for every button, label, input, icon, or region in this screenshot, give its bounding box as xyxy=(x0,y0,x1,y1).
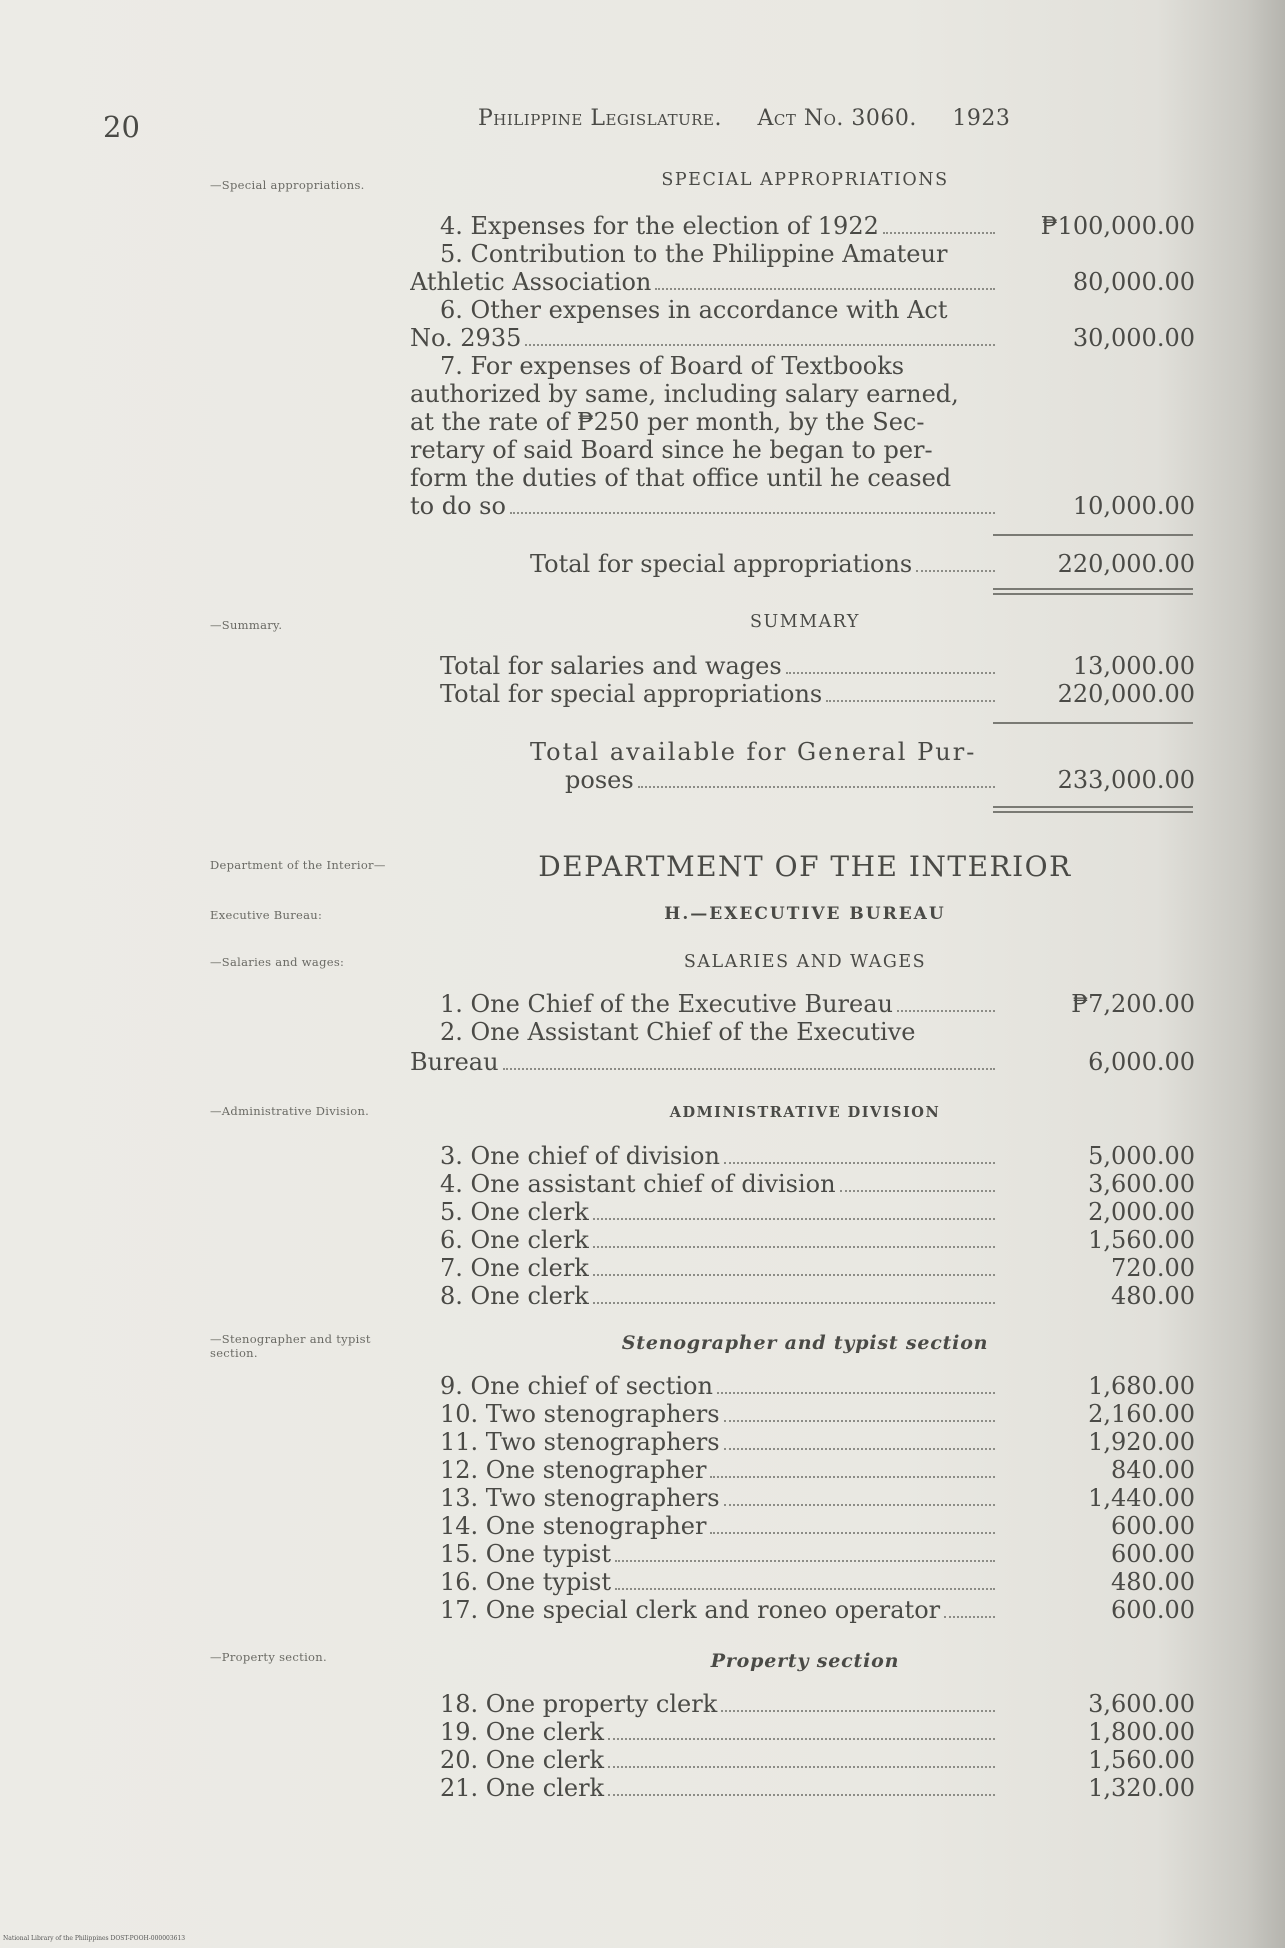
admin-row-5: 5. One clerk 2,000.00 xyxy=(440,1198,1195,1226)
rule-summary xyxy=(993,722,1193,724)
steno-row-16: 16. One typist 480.00 xyxy=(440,1568,1195,1596)
margin-note-bureau: Executive Bureau: xyxy=(210,908,323,922)
special-item-7-line3: at the rate of ₱250 per month, by the Sec- xyxy=(410,408,925,436)
bureau-row-2-line1: 2. One Assistant Chief of the Executive xyxy=(440,1018,916,1046)
summary-heading: SUMMARY xyxy=(750,612,860,632)
special-item-7: to do so 10,000.00 xyxy=(410,492,1195,520)
admin-row-8: 8. One clerk 480.00 xyxy=(440,1282,1195,1310)
special-item-7-line5: form the duties of that office until he ceased xyxy=(410,464,952,492)
special-item-5: Athletic Association 80,000.00 xyxy=(410,268,1195,296)
running-head xyxy=(478,106,1038,131)
special-appropriations-heading: SPECIAL APPROPRIATIONS xyxy=(661,170,949,190)
department-heading: DEPARTMENT OF THE INTERIOR xyxy=(538,850,1072,883)
admin-row-3: 3. One chief of division 5,000.00 xyxy=(440,1142,1195,1170)
bureau-row-1: 1. One Chief of the Executive Bureau ₱7,200.00 xyxy=(440,990,1195,1018)
steno-row-12: 12. One stenographer 840.00 xyxy=(440,1456,1195,1484)
steno-row-15: 15. One typist 600.00 xyxy=(440,1540,1195,1568)
margin-note-salaries: —Salaries and wages: xyxy=(210,955,345,969)
special-item-7-line4: retary of said Board since he began to per- xyxy=(410,436,933,464)
property-heading: Property section xyxy=(710,1650,900,1672)
page-number: 20 xyxy=(103,110,140,144)
property-row-21: 21. One clerk 1,320.00 xyxy=(440,1774,1195,1802)
bureau-heading: H.—EXECUTIVE BUREAU xyxy=(664,904,946,924)
steno-row-11: 11. Two stenographers 1,920.00 xyxy=(440,1428,1195,1456)
bureau-row-2: Bureau 6,000.00 xyxy=(410,1048,1195,1076)
special-item-6-line1: 6. Other expenses in accordance with Act xyxy=(440,296,948,324)
margin-note-department: Department of the Interior— xyxy=(210,858,386,872)
special-total: Total for special appropriations 220,000.00 xyxy=(530,550,1195,578)
margin-note-special: —Special appropriations. xyxy=(210,178,365,192)
salaries-heading: SALARIES AND WAGES xyxy=(683,952,927,972)
summary-grand-line1: Total available for General Pur- xyxy=(530,738,977,766)
rule-special xyxy=(993,534,1193,536)
property-row-20: 20. One clerk 1,560.00 xyxy=(440,1746,1195,1774)
rule-grand-total xyxy=(993,806,1193,813)
margin-note-summary: —Summary. xyxy=(210,618,283,632)
admin-heading: ADMINISTRATIVE DIVISION xyxy=(669,1104,941,1121)
special-item-4: 4. Expenses for the election of 1922 ₱100,000.00 xyxy=(440,212,1195,240)
running-head-year: 1923 xyxy=(952,106,1011,131)
steno-row-10: 10. Two stenographers 2,160.00 xyxy=(440,1400,1195,1428)
special-item-7-line2: authorized by same, including salary earned, xyxy=(410,380,959,408)
special-item-5-line1: 5. Contribution to the Philippine Amateur xyxy=(440,240,948,268)
steno-row-9: 9. One chief of section 1,680.00 xyxy=(440,1372,1195,1400)
steno-row-14: 14. One stenographer 600.00 xyxy=(440,1512,1195,1540)
margin-note-admin: —Administrative Division. xyxy=(210,1104,370,1118)
rule-special-total xyxy=(993,588,1193,595)
summary-row-special: Total for special appropriations 220,000.00 xyxy=(440,680,1195,708)
scan-footer: National Library of the Philippines DOST-POOH-000003613 xyxy=(3,1935,186,1942)
admin-row-7: 7. One clerk 720.00 xyxy=(440,1254,1195,1282)
property-row-18: 18. One property clerk 3,600.00 xyxy=(440,1690,1195,1718)
margin-note-property: —Property section. xyxy=(210,1650,327,1664)
running-head-title: Philippine Legislature. xyxy=(478,106,722,131)
admin-row-6: 6. One clerk 1,560.00 xyxy=(440,1226,1195,1254)
special-item-6: No. 2935 30,000.00 xyxy=(410,324,1195,352)
margin-note-steno: —Stenographer and typist section. xyxy=(210,1332,371,1360)
summary-grand-total: poses 233,000.00 xyxy=(565,766,1195,794)
running-head-act: Act No. 3060. xyxy=(757,106,917,131)
property-row-19: 19. One clerk 1,800.00 xyxy=(440,1718,1195,1746)
admin-row-4: 4. One assistant chief of division 3,600.00 xyxy=(440,1170,1195,1198)
steno-row-13: 13. Two stenographers 1,440.00 xyxy=(440,1484,1195,1512)
steno-row-17: 17. One special clerk and roneo operator 600.00 xyxy=(440,1596,1195,1624)
summary-row-salaries: Total for salaries and wages 13,000.00 xyxy=(440,652,1195,680)
special-item-7-line1: 7. For expenses of Board of Textbooks xyxy=(440,352,905,380)
steno-heading: Stenographer and typist section xyxy=(621,1332,989,1354)
